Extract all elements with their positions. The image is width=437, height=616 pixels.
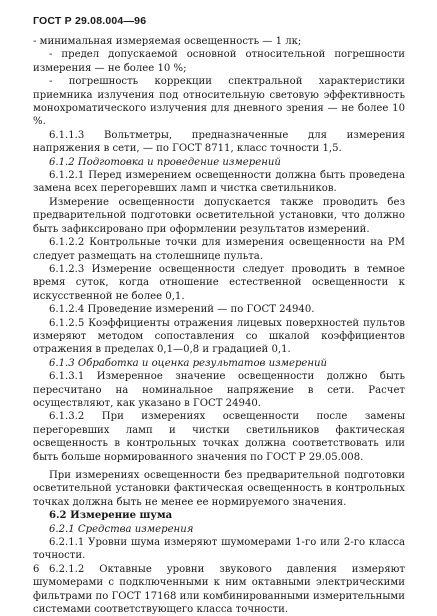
paragraph: 6.1.2.2 Контрольные точки для измерения освещенности на РМ следует размещать на столешнице пульта.	[33, 237, 405, 262]
paragraph: 6.2.1.1 Уровни шума измеряют шумомерами 1-го или 2-го класса точности.	[33, 537, 405, 562]
paragraph: 6.2.1.2 Октавные уровни звукового давления измеряют шумомерами с подключенными к ним октавными электрическими фильтрами по ГОСТ 17168 или комбинированными измерительными системами соответствующего класса точности.	[33, 563, 405, 616]
paragraph: Измерение освещенности допускается также проводить без предварительной подготовки осветительной установки, что должно быть зафиксировано при оформлении результатов измерений.	[33, 196, 405, 235]
section-heading: 6.1.2 Подготовка и проведение измерений	[49, 156, 281, 168]
page-number: 6	[33, 564, 40, 575]
paragraph: - минимальная измеряемая освещенность — 1 лк;	[33, 36, 302, 47]
section-heading-bold: 6.2 Измерение шума	[49, 510, 173, 522]
document-page	[33, 15, 405, 616]
paragraph: - погрешность коррекции спектральной характеристики приемника излучения под относительную световую эффективность монохроматического излучения для дневного зрения — не более 10 %.	[33, 76, 405, 128]
paragraph: 6.1.2.3 Измерение освещенности следует проводить в темное время суток, когда отношение естественной освещенности к искусственной не более 0,1.	[33, 263, 405, 302]
document-body	[33, 35, 405, 616]
paragraph: 6.1.3.2 При измерениях освещенности после замены перегоревших ламп и чистки светильников фактическая освещенность в контрольных точках должна соответствовать или быть больше нормированного значения по ГОСТ Р 29.05.008.	[33, 411, 405, 463]
paragraph: - предел допускаемой основной относительной погрешности измерения — не более 10 %;	[33, 49, 405, 74]
paragraph: При измерениях освещенности без предварительной подготовки осветительной установки фактическая освещенность в контрольных точках должна быть не менее ее нормируемого значения.	[33, 470, 405, 508]
document-header: ГОСТ Р 29.08.004—96	[33, 15, 147, 27]
paragraph: 6.1.3.1 Измеренное значение освещенности должно быть пересчитано на номинальное напряжение в сети. Расчет осуществляют, как указано в ГОСТ 24940.	[33, 371, 405, 409]
section-heading: 6.1.3 Обработка и оценка результатов измерений	[49, 357, 328, 369]
paragraph: 6.1.1.3 Вольтметры, предназначенные для измерения напряжения в сети, — по ГОСТ 8711, класс точности 1,5.	[33, 129, 405, 155]
paragraph: 6.1.2.1 Перед измерением освещенности должна быть проведена замена всех перегоревших ламп и чистка светильников.	[33, 170, 405, 195]
section-heading: 6.2.1 Средства измерения	[49, 523, 194, 535]
paragraph: 6.1.2.5 Коэффициенты отражения лицевых поверхностей пультов измеряют методом сопоставления со шкалой коэффициентов отражения в пределах 0,1—0,8 и градацией 0,1.	[33, 317, 405, 356]
paragraph: 6.1.2.4 Проведение измерений — по ГОСТ 24940.	[49, 304, 315, 316]
